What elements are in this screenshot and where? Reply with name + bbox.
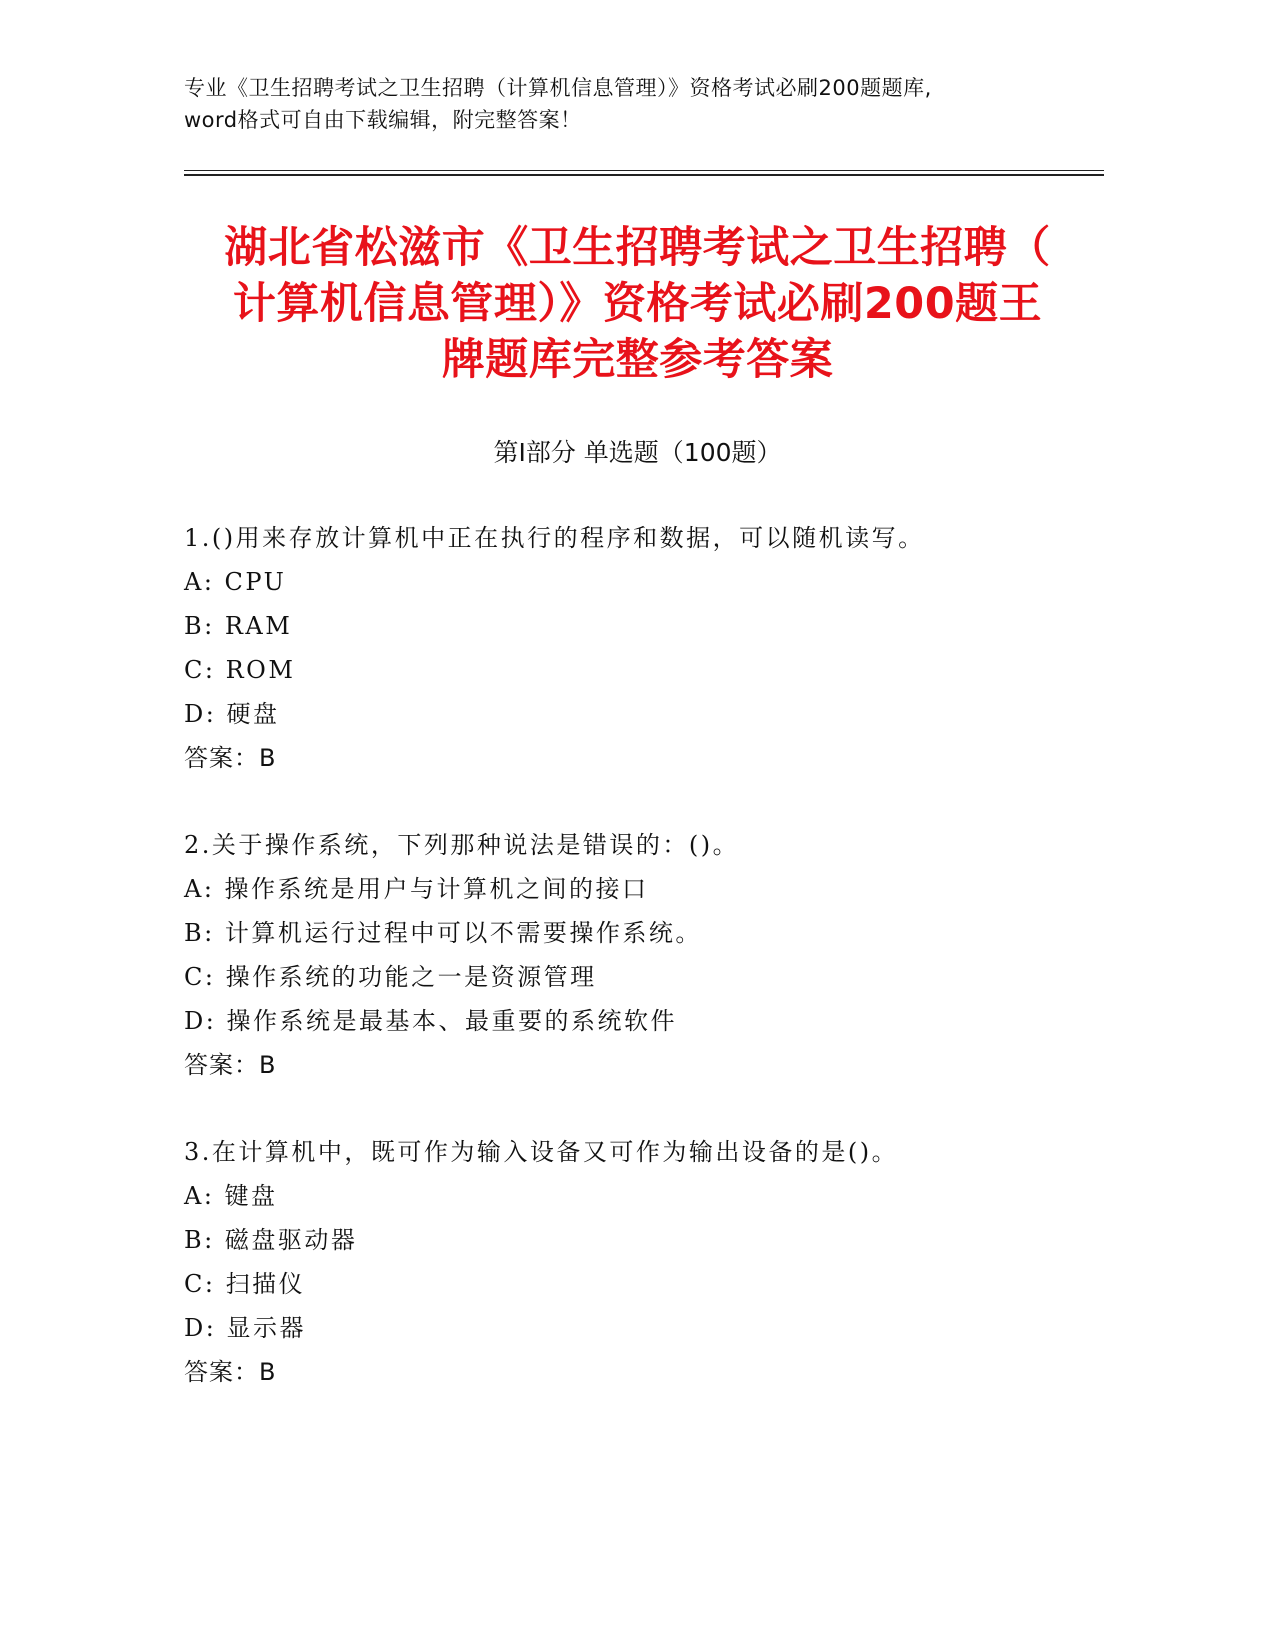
answer-line: 答案：B: [184, 1358, 277, 1386]
answer-line: 答案：B: [184, 1051, 277, 1079]
header-note-line-2: word格式可自由下载编辑，附完整答案！: [184, 108, 582, 132]
option-a: A: 键盘: [184, 1182, 278, 1210]
header-note-line-1: 专业《卫生招聘考试之卫生招聘（计算机信息管理）》资格考试必刷200题题库,: [184, 76, 932, 100]
option-c: C: 扫描仪: [184, 1270, 306, 1298]
option-a: A: 操作系统是用户与计算机之间的接口: [184, 875, 649, 903]
answer-line: 答案：B: [184, 744, 277, 772]
question-stem: 3.在计算机中，既可作为输入设备又可作为输出设备的是()。: [184, 1138, 899, 1166]
question-3: [184, 1130, 1104, 1394]
header-note: [184, 72, 1104, 136]
option-d: D: 操作系统是最基本、最重要的系统软件: [184, 1007, 677, 1035]
question-stem: 2.关于操作系统，下列那种说法是错误的：()。: [184, 831, 740, 859]
question-2: [184, 823, 1104, 1087]
document-title: [150, 220, 1125, 388]
document-title-line-3: 牌题库完整参考答案: [441, 335, 834, 385]
option-b: B: 磁盘驱动器: [184, 1226, 358, 1254]
document-title-line-2: 计算机信息管理）》资格考试必刷200题王: [232, 279, 1043, 329]
header-divider-thick: [184, 174, 1104, 176]
document-title-line-1: 湖北省松滋市《卫生招聘考试之卫生招聘（: [224, 223, 1051, 273]
option-d: D: 显示器: [184, 1314, 306, 1342]
option-a: A: CPU: [184, 568, 287, 596]
section-title: 第I部分 单选题（100题）: [493, 438, 782, 467]
option-c: C: ROM: [184, 656, 296, 684]
question-list: [184, 516, 1104, 1437]
option-b: B: 计算机运行过程中可以不需要操作系统。: [184, 919, 702, 947]
question-1: [184, 516, 1104, 780]
header-divider-thin: [184, 170, 1104, 171]
option-b: B: RAM: [184, 612, 293, 640]
question-stem: 1.()用来存放计算机中正在执行的程序和数据，可以随机读写。: [184, 524, 925, 552]
option-c: C: 操作系统的功能之一是资源管理: [184, 963, 597, 991]
option-d: D: 硬盘: [184, 700, 280, 728]
